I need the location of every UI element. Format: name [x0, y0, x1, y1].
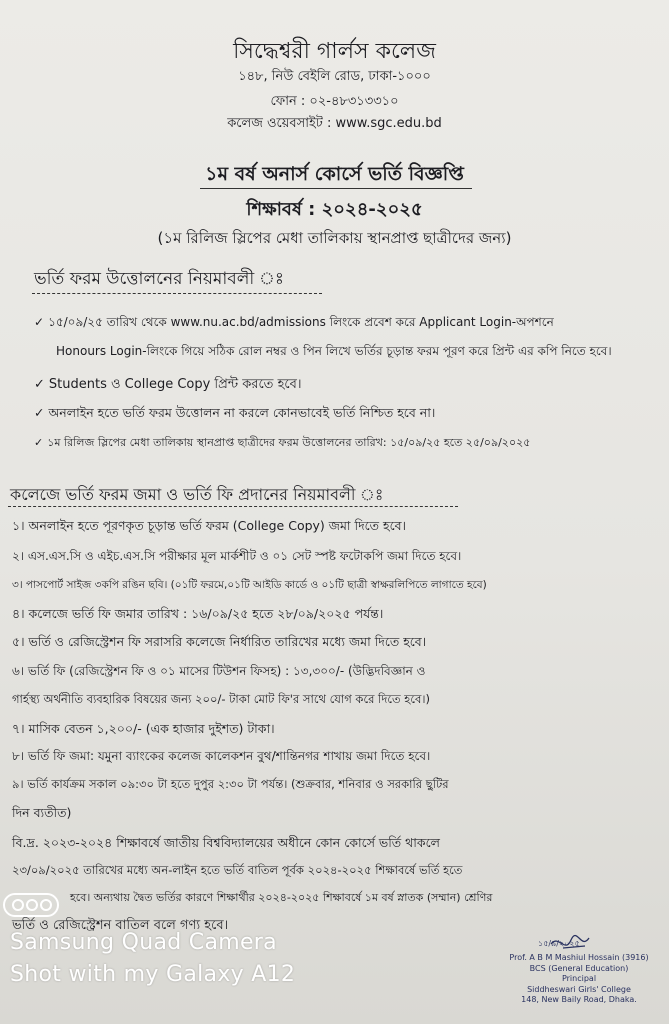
camera-watermark-line1: Samsung Quad Camera [10, 930, 277, 955]
principal-cadre: BCS (General Education) [529, 963, 629, 973]
check-icon: ✓ [34, 377, 45, 392]
heading-underline [8, 506, 458, 507]
rule-item: ৭। মাসিক বেতন ১,২০০/- (এক হাজার দুইশত) টাকা। [12, 721, 275, 736]
rule-item: ১। অনলাইন হতে পূরণকৃত চূড়ান্ত ভর্তি ফরম (College Copy) জমা দিতে হবে। [12, 518, 407, 533]
bullet-item: ✓ Students ও College Copy প্রিন্ট করতে হবে। [34, 377, 302, 392]
check-icon: ✓ [34, 405, 45, 420]
section-heading-fee-payment: কলেজে ভর্তি ফরম জমা ও ভর্তি ফি প্রদানের নিয়মাবলী ঃ [10, 485, 384, 504]
bullet-item: ✓ ১ম রিলিজ স্লিপের মেধা তালিকায় স্থানপ্রাপ্ত ছাত্রীদের ফরম উত্তোলনের তারিখ: ১৫/০৯/২৫ হতে ২৫/০৯/২০২৫ [34, 436, 531, 449]
principal-name: Prof. A B M Mashiul Hossain (3916) [509, 953, 649, 962]
rule-item: ৯। ভর্তি কার্যক্রম সকাল ০৯:৩০ টা হতে দুপুর ২:৩০ টা পর্যন্ত। (শুক্রবার, শনিবার ও সরকারি ছুটির [12, 777, 449, 791]
check-icon: ✓ [34, 436, 44, 449]
title-underline [200, 188, 472, 189]
college-phone: ফোন : ০২-৪৮৩১৩৩১০ [270, 94, 399, 109]
principal-title: Principal [561, 974, 597, 983]
college-address: ১৪৮, নিউ বেইলি রোড, ঢাকা-১০০০ [238, 69, 431, 84]
signature-date: ১৫/৯/২০২৫ [538, 939, 580, 948]
bullet-item: ✓ ১৫/০৯/২৫ তারিখ থেকে www.nu.ac.bd/admissions লিংকে প্রবেশ করে Applicant Login-অপশনে [34, 315, 554, 329]
footnote-line: হবে। অন্যথায় দ্বৈত ভর্তির কারণে শিক্ষার্থীর ২০২৪-২০২৫ শিক্ষাবর্ষে ১ম বর্ষ স্নাতক (সম্মান) শ্রেণির [70, 891, 493, 904]
bullet-item-continued: Honours Login-লিংকে গিয়ে সঠিক রোল নম্বর ও পিন লিখে ভর্তির চূড়ান্ত ফরম পূরণ করে প্রিন্ট এর কপি নিতে হবে। [56, 344, 612, 358]
college-website: কলেজ ওয়েবসাইট : www.sgc.edu.bd [227, 116, 442, 131]
notice-title: ১ম বর্ষ অনার্স কোর্সে ভর্তি বিজ্ঞপ্তি [205, 163, 464, 185]
notice-subtitle: (১ম রিলিজ স্লিপের মেধা তালিকায় স্থানপ্রাপ্ত ছাত্রীদের জন্য) [157, 229, 512, 247]
footnote-line: ২৩/০৯/২০২৫ তারিখের মধ্যে অন-লাইন হতে ভর্তি বাতিল পূর্বক ২০২৪-২০২৫ শিক্ষাবর্ষে ভর্তি হতে [12, 863, 463, 877]
principal-address: 148, New Baily Road, Dhaka. [521, 995, 637, 1004]
bullet-item: ✓ অনলাইন হতে ভর্তি ফরম উত্তোলন না করলে কোনভাবেই ভর্তি নিশ্চিত হবে না। [34, 405, 436, 420]
camera-watermark-line2: Shot with my Galaxy A12 [10, 962, 296, 987]
camera-watermark-icon [2, 890, 62, 920]
rule-item: ৫। ভর্তি ও রেজিস্ট্রেশন ফি সরাসরি কলেজে নির্ধারিত তারিখের মধ্যে জমা দিতে হবে। [12, 634, 427, 649]
rule-item-continued: গার্হস্থ্য অর্থনীতি ব্যবহারিক বিষয়ের জন্য ২০০/- টাকা মোট ফি'র সাথে যোগ করে দিতে হবে।) [12, 692, 430, 706]
footnote-line: বি.দ্র. ২০২৩-২০২৪ শিক্ষাবর্ষে জাতীয় বিশ্ববিদ্যালয়ের অধীনে কোন কোর্সে ভর্তি থাকলে [12, 835, 440, 850]
rule-item: ২। এস.এস.সি ও এইচ.এস.সি পরীক্ষার মূল মার্কশীট ও ০১ সেট স্পষ্ট ফটোকপি জমা দিতে হবে। [12, 549, 462, 563]
rule-item: ৮। ভর্তি ফি জমা: যমুনা ব্যাংকের কলেজ কালেকশন বুথ/শান্তিনগর শাখায় জমা দিতে হবে। [12, 749, 431, 763]
footnote-line: ভর্তি ও রেজিস্ট্রেশন বাতিল বলে গণ্য হবে। [12, 918, 229, 933]
rule-item-continued: দিন ব্যতীত) [12, 805, 72, 820]
check-icon: ✓ [34, 315, 45, 329]
session-label: শিক্ষাবর্ষ : ২০২৪-২০২৫ [246, 199, 423, 220]
college-name: সিদ্ধেশ্বরী গার্লস কলেজ [233, 39, 436, 64]
rule-item: ৩। পাসপোর্ট সাইজ ৩কপি রঙিন ছবি। (০১টি ফরমে,০১টি আইডি কার্ডে ও ০১টি ছাত্রী স্বাক্ষরলিপিতে লাগাতে হবে) [12, 579, 487, 591]
rule-item: ৪। কলেজে ভর্তি ফি জমার তারিখ : ১৬/০৯/২৫ হতে ২৮/০৯/২০২৫ পর্যন্ত। [12, 606, 384, 621]
rule-item: ৬। ভর্তি ফি (রেজিস্ট্রেশন ফি ও ০১ মাসের টিউশন ফিসহ) : ১৩,৩০০/- (উদ্ভিদবিজ্ঞান ও [12, 664, 426, 678]
principal-block [494, 953, 664, 1006]
principal-college: Siddheswari Girls' College [527, 984, 631, 994]
section-heading-form-collection: ভর্তি ফরম উত্তোলনের নিয়মাবলী ঃ [34, 269, 284, 289]
heading-underline [32, 293, 322, 294]
